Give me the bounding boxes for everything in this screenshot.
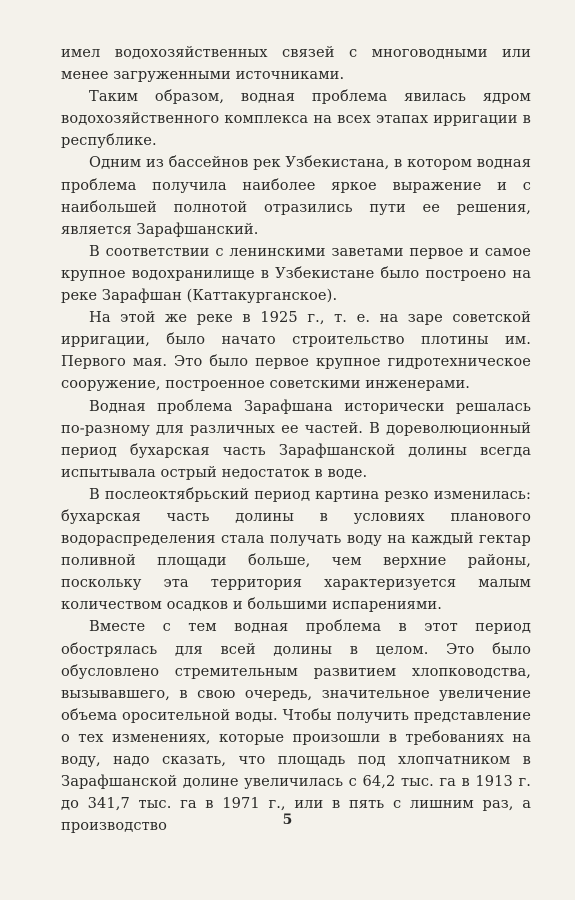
paragraph-4: В соответствии с ленинскими заветами первое и самое крупное водохранилище в Узбекистане было построено на реке Зарафшан (Каттакурганское). [61, 242, 531, 305]
paragraph-5: На этой же реке в 1925 г., т. е. на заре советской ирригации, было начато строительство плотины им. Первого мая. Это было первое крупное гидротехническое сооружение, построенное советскими инженерами. [61, 309, 531, 393]
page-text [61, 42, 531, 837]
paragraph-3: Одним из бассейнов рек Узбекистана, в котором водная проблема получила наиболее яркое выражение и с наибольшей полнотой отразились пути ее решения, является Зарафшанский. [61, 154, 532, 238]
paragraph-7: В послеоктябрьский период картина резко изменилась: бухарская часть долины в условиях планового водораспределения стала получать воду на каждый гектар поливной площади больше, чем верхние районы, поскольку эта территория характеризуется малым количеством осадков и большими испарениями. [61, 485, 531, 614]
paragraph-2: Таким образом, водная проблема явилась ядром водохозяйственного комплекса на всех этапах ирригации в республике. [61, 88, 531, 150]
paragraph-6: Водная проблема Зарафшана исторически решалась по-разному для различных ее частей. В дореволюционный период бухарская часть Зарафшанской долины всегда испытывала острый недостаток в воде. [61, 397, 531, 481]
paragraph-1: имел водохозяйственных связей с многоводными или менее загруженными источниками. [61, 44, 531, 84]
page-number: 5 [282, 812, 293, 828]
paragraph-8: Вместе с тем водная проблема в этот период обострялась для всей долины в целом. Это было обусловлено стремительным развитием хлопководства, вызывавшего, в свою очередь, значительное увеличение объема оросительной воды. Чтобы получить представление о тех изменениях, которые произошли в требованиях на воду, надо сказать, что площадь под хлопчатником в Зарафшанской долине увеличилась с 64,2 тыс. га в 1913 г. до 341,7 тыс. га в 1971 г., или в пять с лишним раз, а производство [61, 618, 531, 835]
